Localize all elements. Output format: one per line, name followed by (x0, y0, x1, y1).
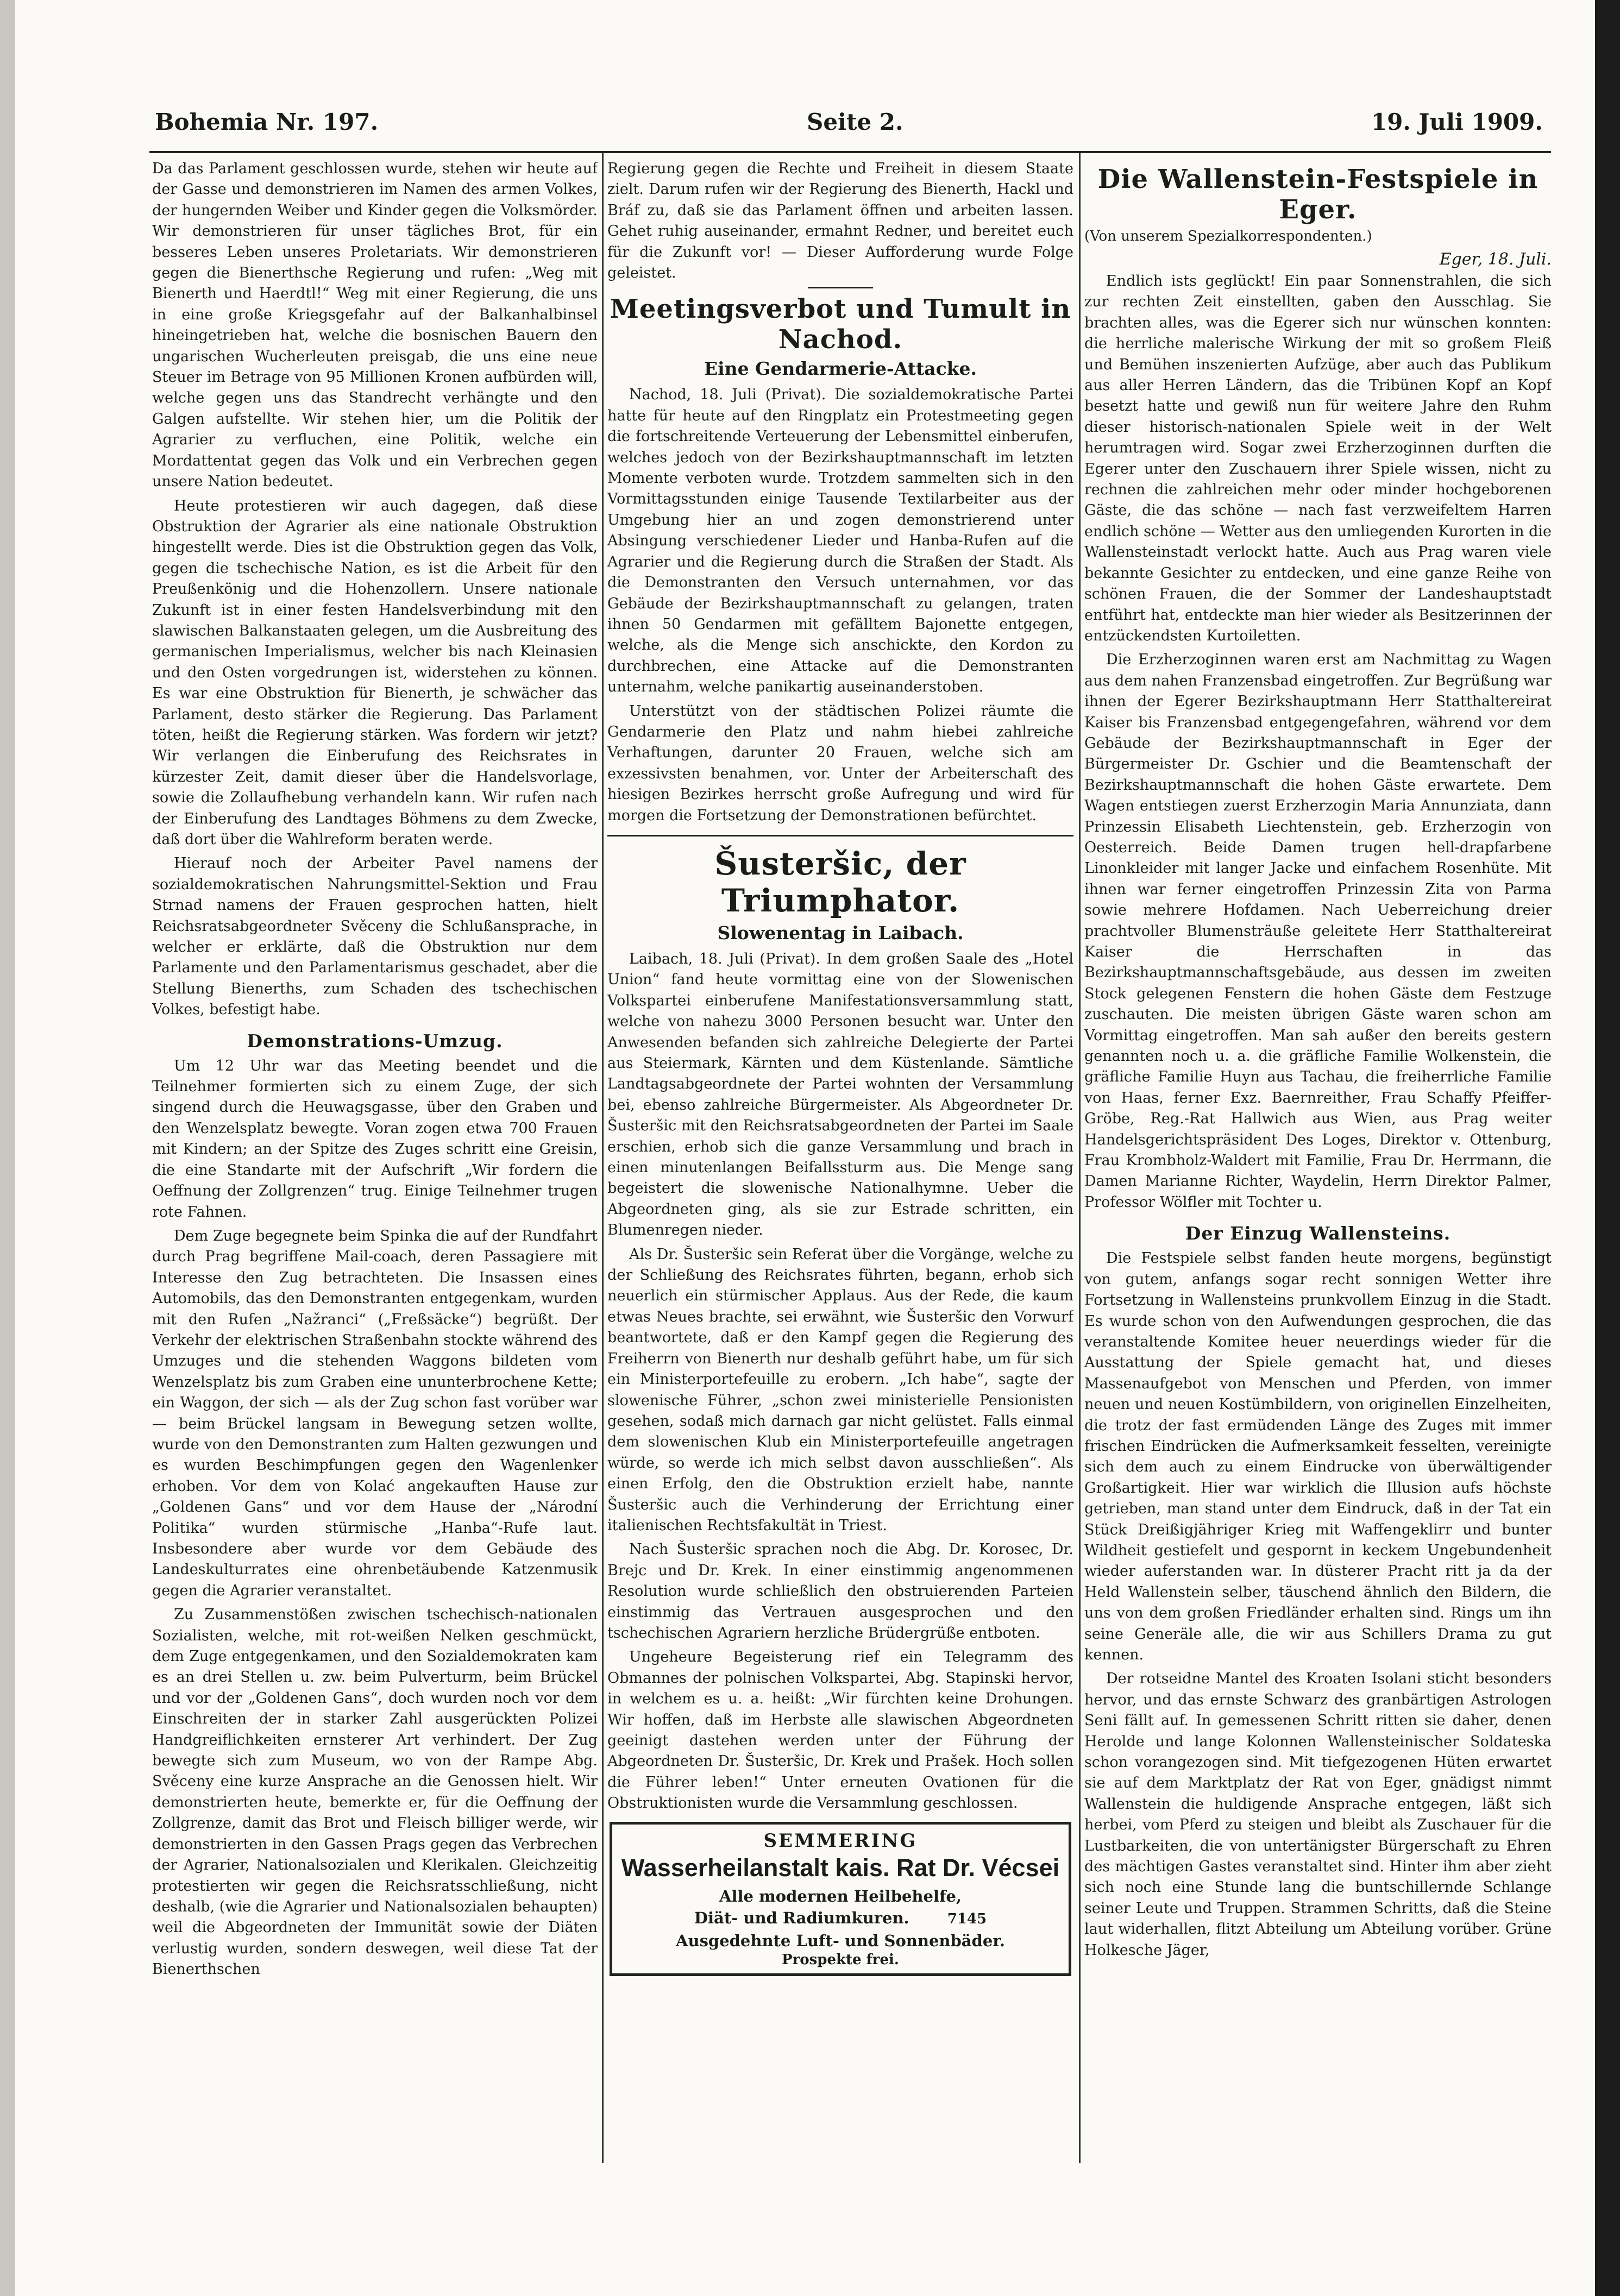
ad-line-text: Diät- und Radiumkuren. (694, 1908, 909, 1927)
article-paragraph: Da das Parlament geschlossen wurde, stehen wir heute auf der Gasse und demonstrieren im Namen des armen Volkes, der hungernden Weiber und Kinder gegen die Volksmörder. Wir demonstrieren für unser tägliches Brot, für ein besseres Leben unseres Proletariats. Wir demonstrieren gegen die Bienerthsche Regierung und rufen: „Weg mit Bienerth und Haerdtl!“ Weg mit einer Regierung, die uns in eine große Kriegsgefahr auf der Balkanhalbinsel hineingetrieben hat, welche die bosnischen Bauern den ungarischen Wucherleuten preisgab, die uns eine neue Steuer im Betrage von 95 Millionen Kronen aufbürden will, welche gegen uns das Standrecht verhängte und den Galgen aufstellte. Wir stehen hier, um die Politik der Agrarier zu verfluchen, eine Politik, welche ein Mordattentat gegen das Volk und ein Verbrechen gegen unsere Nation bedeutet. (152, 160, 598, 490)
newspaper-issue: Bohemia Nr. 197. (155, 109, 379, 135)
article-paragraph: Laibach, 18. Juli (Privat). In dem großen Saale des „Hotel Union“ fand heute vormittag eine von der Slowenischen Volkspartei einberufene Manifestationsversammlung statt, welche von nahezu 3000 Personen besucht war. Unter den Anwesenden befanden sich zahlreiche Delegierte der Partei aus Steiermark, Kärnten und dem Küstenlande. Sämtliche Landtagsabgeordnete der Partei wohnten der Versammlung bei, ebenso zahlreiche Bürgermeister. Als Abgeordneter Dr. Šusteršic mit den Reichsratsabgeordneten der Partei im Saale erschien, erhob sich die ganze Versammlung und brach in einen minutenlangen Beifallssturm aus. Die Menge sang begeistert die slowenische Nationalhymne. Ueber die Abgeordneten ging, als sie zur Estrade schritten, ein Blumenregen nieder. (607, 950, 1073, 1239)
ad-location: SEMMERING (763, 1829, 918, 1852)
article-paragraph: Nach Šusteršic sprachen noch die Abg. Dr. Korosec, Dr. Brejc und Dr. Krek. In einer einstimmig angenommenen Resolution wurde schließlich den obstruierenden Parteien einstimmig das Vertrauen ausgesprochen und den tschechischen Agrariern herzliche Brüdergrüße entboten. (607, 1541, 1073, 1641)
section-heading: Der Einzug Wallensteins. (1185, 1223, 1451, 1244)
advertisement-box (610, 1822, 1071, 1976)
article-paragraph: Als Dr. Šusteršic sein Referat über die Vorgänge, welche zu der Schließung des Reichsrates führten, begann, erhob sich neuerlich ein stürmischer Applaus. Aus der Rede, die kaum etwas Neues brachte, sei erwähnt, wie Šusteršic den Vorwurf beantwortete, daß er den Kampf gegen die Regierung des Freiherrn von Bienerth nur deshalb geführt habe, um für sich ein Ministerportefeuille zu erobern. „Ich habe“, sagte der slowenische Führer, „schon zwei ministerielle Pensionisten gesehen, sodaß mich darnach gar nicht gelüstet. Falls einmal dem slowenischen Klub ein Ministerportefeuille angetragen würde, so werde ich mich selbst davon ausschließen“. Als einen Erfolg, den die Obstruktion erzielt habe, nannte Šusteršic auch die Verhinderung der Errichtung einer italienischen Rechtsfakultät in Triest. (607, 1245, 1073, 1534)
article-paragraph: Endlich ists geglückt! Ein paar Sonnenstrahlen, die sich zur rechten Zeit einstellten, gaben den Ausschlag. Sie brachten alles, was die Egerer sich nur wünschen konnten: die herrliche malerische Wirkung der mit so großem Fleiß und Bemühen inszenierten Aufzüge, aber auch das Publikum aus aller Herren Ländern, das die Tribünen Kopf an Kopf besetzt hatte und gewiß nun für weitere Jahre den Ruhm dieser historisch-nationalen Spiele weit in der Welt herumtragen wird. Sogar zwei Erzherzoginnen durften die Egerer unter den Zuschauern ihrer Spiele wissen, nicht zu rechnen die zahlreichen mehr oder minder hochgeborenen Gäste, die das schöne — nach fast verzweifeltem Harren endlich schöne — Wetter aus den umliegenden Kurorten in die Wallensteinstadt verlockt hatte. Auch aus Prag waren viele bekannte Gesichter zu entdecken, und eine ganze Reihe von schönen Frauen, die der Sommer der Landeshauptstadt entführt hat, entdeckte man hier wieder als Besitzerinnen der entzückendsten Kurtoiletten. (1084, 273, 1552, 644)
article-paragraph: Dem Zuge begegnete beim Spinka die auf der Rundfahrt durch Prag begriffene Mail-coach, deren Passagiere mit Interesse den Zug betrachteten. Die Insassen eines Automobils, das den Demonstranten entgegenkam, wurden mit den Rufen „Nažranci“ („Freßsäcke“) begrüßt. Der Verkehr der elektrischen Straßenbahn stockte während des Umzuges und die stehenden Waggons bildeten vom Wenzelsplatz bis zum Graben eine ununterbrochene Kette; ein Waggon, der sich — als der Zug schon fast vorüber war — beim Brückel langsam in Bewegung setzen wollte, wurde von den Demonstranten zum Halten gezwungen und es wurden Beschimpfungen gegen den Wagenlenker erhoben. Vor dem von Kolać angekauften Hause zur „Goldenen Gans“ und vor dem Hause der „Národní Politika“ wurden stürmische „Hanba“-Rufe laut. Insbesondere aber wurde vor dem Gebäude des Landeskulturrates eine ohrenbetäubende Katzenmusik gegen die Agrarier veranstaltet. (152, 1227, 598, 1599)
article-paragraph: Der rotseidne Mantel des Kroaten Isolani sticht besonders hervor, und das ernste Schwarz des granbärtigen Astrologen Seni fällt auf. In gemessenen Schritt ritten sie daher, denen Herolde und lange Kolonnen Wallensteinischer Soldateska schon vorangezogen sind. Mit tiefgezogenen Hüten erwartet sie auf dem Marktplatz der Rat von Eger, gnädigst nimmt Wallenstein die huldigende Ansprache entgegen, läßt sich herbei, vom Pferd zu steigen und bleibt als Zuschauer für die Lustbarkeiten, die von untertänigster Bürgerschaft zu Ehren des mächtigen Gastes veranstaltet sind. Hinter ihm aber zieht sich noch eine Stunde lang die buntschillernde Schlange seiner Leute und Truppen. Strammen Schritts, daß die Steine laut widerhallen, flitzt Abteilung um Abteilung vorüber. Grüne Holkesche Jäger, (1084, 1670, 1552, 1959)
article-paragraph: Nachod, 18. Juli (Privat). Die sozialdemokratische Partei hatte für heute auf den Ringplatz ein Protestmeeting gegen die fortschreitende Verteuerung der Lebensmittel einberufen, welches jedoch von der Bezirkshauptmannschaft im letzten Momente verboten wurde. Trotzdem sammelten sich in den Vormittagsstunden einige Tausende Textilarbeiter aus der Umgebung hier an und zogen demonstrierend unter Absingung verschiedener Lieder und Hanba-Rufen auf die Agrarier und die Regierung durch die Straßen der Stadt. Als die Demonstranten den Versuch unternahmen, vor das Gebäude der Bezirkshauptmannschaft zu gelangen, traten ihnen 50 Gendarmen mit gefälltem Bajonette entgegen, welche, als die Menge sich anschickte, den Kordon zu durchbrechen, eine Attacke auf die Demonstranten unternahm, welche panikartig auseinanderstoben. (607, 386, 1073, 696)
page-binding-shadow (0, 0, 15, 2296)
header-rule (149, 151, 1551, 153)
article-paragraph: Ungeheure Begeisterung rief ein Telegramm des Obmannes der polnischen Volkspartei, Abg. Stapinski hervor, in welchem es u. a. heißt: „Wir fürchten keine Drohungen. Wir hoffen, daß im Herbste alle slawischen Abgeordneten geeinigt dastehen werden unter der Führung der Abgeordneten Dr. Šusteršic, Dr. Krek und Prašek. Hoch sollen die Führer leben!“ Unter erneuten Ovationen für die Obstruktionisten wurde die Versammlung geschlossen. (607, 1649, 1073, 1812)
article-paragraph: Hierauf noch der Arbeiter Pavel namens der sozialdemokratischen Nahrungsmittel-Sektion und Frau Strnad namens der Frauen gesprochen hatten, hielt Reichsratsabgeordneter Svěceny die Schlußansprache, in welcher er erklärte, daß die Obstruktion nur dem Parlamente und den Parlamentarismus geschadet, aber die Stellung Bienerths, zum Schaden des tschechischen Volkes, befestigt habe. (152, 855, 598, 1018)
article-paragraph: Regierung gegen die Rechte und Freiheit in diesem Staate zielt. Darum rufen wir der Regierung des Bienerth, Hackl und Bráf zu, daß sie das Parlament öffnen und arbeiten lassen. Gehet ruhig auseinander, ermahnt Redner, und bereitet euch für die Zukunft vor! — Dieser Aufforderung wurde Folge geleistet. (607, 160, 1073, 282)
column-divider-right (1079, 153, 1081, 2163)
article-dateline: Eger, 18. Juli. (1439, 250, 1552, 269)
article-separator (607, 835, 1073, 836)
page-edge-shadow (1595, 0, 1620, 2296)
column-1 (152, 159, 598, 2163)
article-paragraph: Heute protestieren wir auch dagegen, daß diese Obstruktion der Agrarier als eine nationale Obstruktion hingestellt werde. Dies ist die Obstruktion gegen das Volk, gegen die tschechische Nation, es ist die Arbeit für den Preußenkönig und die Hohenzollern. Unsere nationale Zukunft ist in einer festen Handelsverbindung mit den slawischen Balkanstaaten gelegen, um die Ausbreitung des germanischen Imperialismus, welcher bis nach Kleinasien und den Osten vorgedrungen ist, widerstehen zu können. Es war eine Obstruktion für Bienerth, je schwächer das Parlament, desto stärker die Regierung. Das Parlament töten, heißt die Regierung stärken. Was fordern wir jetzt? Wir verlangen die Einberufung des Reichsrates in kürzester Zeit, damit dieser über die Handelsvorlage, sowie die Zollaufhebung verhandeln kann. Wir rufen nach der Einberufung des Landtages Böhmens zu dem Zwecke, daß dort über die Wahlreform beraten werde. (152, 497, 598, 848)
article-paragraph: Zu Zusammenstößen zwischen tschechisch-nationalen Sozialisten, welche, mit rot-weißen Nelken geschmückt, dem Zuge entgegenkamen, und den Sozialdemokraten kam es an drei Stellen u. zw. beim Pulverturm, beim Brückel und vor der „Goldenen Gans“, doch wurden noch vor dem Einschreiten der in starker Zahl ausgerückten Polizei Handgreiflichkeiten ernsterer Art verhindert. Der Zug bewegte sich zum Museum, wo von der Rampe Abg. Svěceny eine kurze Ansprache an die Genossen hielt. Wir demonstrierten heute, bemerkte er, für die Oeffnung der Zollgrenze, damit das Brot und Fleisch billiger werde, wir demonstrierten in den Gassen Prags gegen das Verbrechen der Agrarier, Nationalsozialen und Klerikalen. Gleichzeitig protestierten wir gegen die Reichsratsschließung, nicht deshalb, (wie die Agrarier und Nationalsozialen behaupten) weil die Abgeordneten der Immunität sowie der Diäten verlustig wurden, sondern deswegen, weil diese Tat der Bienerthschen (152, 1606, 598, 1978)
page-number: Seite 2. (807, 109, 903, 135)
article-separator (808, 287, 873, 288)
ad-headline: Wasserheilanstalt kais. Rat Dr. Vécsei (621, 1853, 1060, 1882)
article-byline: (Von unserem Spezialkorrespondenten.) (1084, 228, 1372, 244)
article-title-laibach: Šusteršic, der Triumphator. (714, 845, 966, 919)
article-title-nachod: Meetingsverbot und Tumult in Nachod. (610, 294, 1071, 355)
page-header (155, 109, 1543, 146)
article-paragraph: Um 12 Uhr war das Meeting beendet und die Teilnehmer formierten sich zu einem Zuge, der sich singend durch die Heuwagsgasse, über den Graben und den Wenzelsplatz bewegte. Voran zogen etwa 700 Frauen mit Kindern; an der Spitze des Zuges schritt eine Greisin, die eine Standarte mit der Aufschrift „Wir fordern die Oeffnung der Zollgrenzen“ trug. Einige Teilnehmer trugen rote Fahnen. (152, 1057, 598, 1221)
ad-line: Ausgedehnte Luft- und Sonnenbäder. (676, 1931, 1005, 1950)
column-3 (1084, 159, 1552, 2163)
section-heading: Demonstrations-Umzug. (247, 1030, 503, 1052)
ad-footer: Prospekte frei. (782, 1951, 899, 1968)
article-subtitle: Slowenentag in Laibach. (717, 922, 964, 943)
ad-reference-number: 7145 (947, 1910, 987, 1927)
issue-date: 19. Juli 1909. (1371, 109, 1543, 135)
ad-line (617, 1907, 1064, 1930)
article-paragraph: Die Festspiele selbst fanden heute morgens, begünstigt von gutem, anfangs sogar recht sonnigen Wetter ihre Fortsetzung in Wallensteins prunkvollem Einzug in die Stadt. Es wurde schon von den Aufwendungen gesprochen, die das veranstaltende Komitee heuer neuerdings wieder für die Ausstattung der Spiele gemacht hat, und dieses Massenaufgebot von Menschen und Pferden, von immer neuen und neuen Kostümbildern, von originellen Einzelheiten, die trotz der fast ermüdenden Länge des Zuges mit immer frischen Eindrücken die Aufmerksamkeit fesselten, vereinigte sich dem auch zu einem Eindrucke von überwältigender Großartigkeit. Hier war wirklich die Illusion aufs höchste getrieben, man stand unter dem Eindruck, daß in der Tat ein Stück Dreißigjähriger Krieg mit Waffengeklirr und bunter Wildheit gestiefelt und gespornt in keckem Ungebundenheit wieder auferstanden war. In düsterer Pracht ritt ja da der Held Wallenstein selber, täuschend ähnlich den Bildern, die uns von dem großen Friedländer erhalten sind. Rings um ihn seine Generäle alle, die wir aus Schillers Drama zu gut kennen. (1084, 1250, 1552, 1663)
article-title-eger: Die Wallenstein-Festspiele in Eger. (1097, 164, 1539, 225)
article-subtitle: Eine Gendarmerie-Attacke. (704, 358, 977, 380)
ad-line: Alle modernen Heilbehelfe, (719, 1886, 962, 1905)
column-2 (607, 159, 1073, 2163)
article-paragraph: Unterstützt von der städtischen Polizei räumte die Gendarmerie den Platz und nahm hiebei zahlreiche Verhaftungen, darunter 20 Frauen, welche sich am exzessivsten benahmen, vor. Unter der Arbeiterschaft des hiesigen Bezirkes herrscht große Aufregung und wird für morgen die Fortsetzung der Demonstrationen befürchtet. (607, 702, 1073, 824)
column-divider-left (602, 153, 604, 2163)
article-paragraph: Die Erzherzoginnen waren erst am Nachmittag zu Wagen aus dem nahen Franzensbad eingetroffen. Zur Begrüßung war ihnen der Egerer Bezirkshauptmann Herr Statthaltereirat Kaiser bis Franzensbad entgegengefahren, während vor dem Gebäude der Bezirkshauptmannschaft in Eger der Bürgermeister Dr. Gschier und die Beamtenschaft der Bezirkshauptmannschaft die hohen Gäste erwartete. Dem Wagen entstiegen zuerst Erzherzogin Maria Annunziata, dann Prinzessin Elisabeth Liechtenstein, geb. Erzherzogin von Oesterreich. Beide Damen trugen hell-drapfarbene Linonkleider mit langer Jacke und einfachem Rosenhüte. Mit ihnen war ferner eingetroffen Prinzessin Zita von Parma sowie mehrere Hofdamen. Nach Ueberreichung dreier prachtvoller Blumensträuße geleitete Herr Statthaltereirat Kaiser die Herrschaften in das Bezirkshauptmannschaftsgebäude, aus dessen im zweiten Stock gelegenen Fenstern die hohen Gäste dem Festzuge zuschauten. Die meisten übrigen Gäste waren schon am Vormittag eingetroffen. Man sah außer den bereits gestern genannten noch u. a. die gräfliche Familie Wolkenstein, die gräfliche Familie Huyn aus Tachau, die freiherrliche Familie von Haas, ferner Exz. Baernreither, Frau Schaffy Pfeiffer-Gröbe, Reg.-Rat Hallwich aus Wien, aus Prag weiter Handelsgerichtspräsident Des Loges, Direktor v. Ottenburg, Frau Krombholz-Waldert mit Familie, Frau Dr. Herrmann, die Damen Marianne Richter, Waydelin, Herrn Direktor Palmer, Professor Wölfler mit Tochter u. (1084, 651, 1552, 1211)
